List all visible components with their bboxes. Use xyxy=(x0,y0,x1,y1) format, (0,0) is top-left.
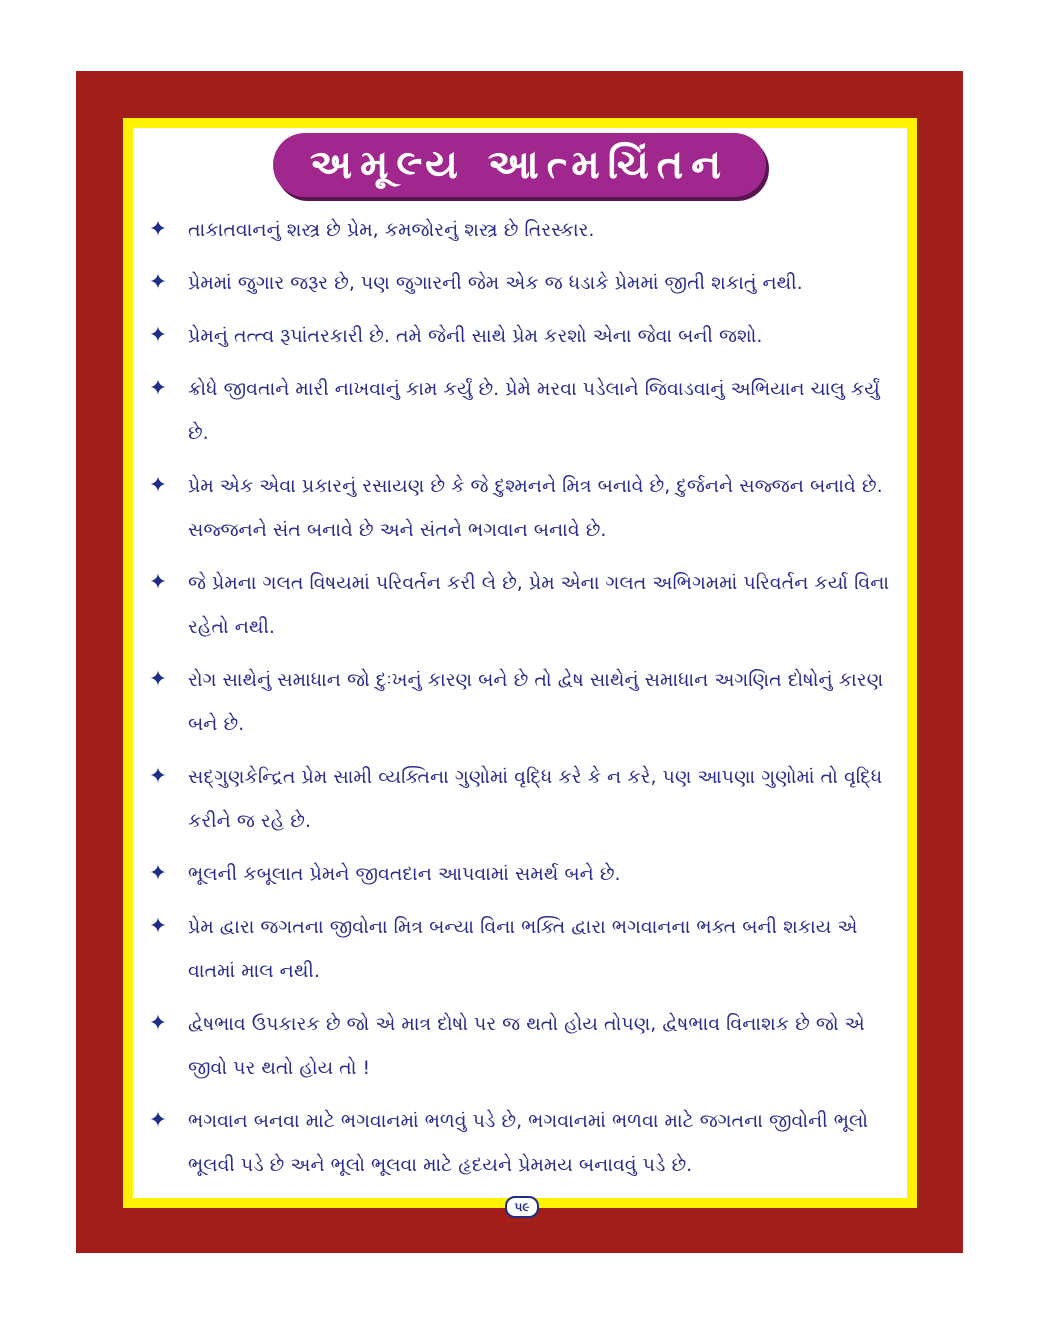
thought-text: જે પ્રેમના ગલત વિષયમાં પરિવર્તન કરી લે છે, પ્રેમ એના ગલત અભિગમમાં પરિવર્તન કર્યા વિના રહેતો નથી. xyxy=(188,572,890,638)
thought-item xyxy=(145,852,897,896)
thought-item xyxy=(145,314,897,358)
thought-item xyxy=(145,905,897,993)
thought-text: પ્રેમનું તત્ત્વ રૂપાંતરકારી છે. તમે જેની સાથે પ્રેમ કરશો એના જેવા બની જશો. xyxy=(188,325,763,347)
thought-text: તાકાતવાનનું શસ્ત્ર છે પ્રેમ, કમજોરનું શસ્ત્ર છે તિરસ્કાર. xyxy=(188,219,595,241)
thought-item xyxy=(145,1002,897,1090)
star-bullet-icon: ✦ xyxy=(148,667,168,692)
star-bullet-icon: ✦ xyxy=(148,217,168,242)
thought-item xyxy=(145,1099,897,1187)
star-bullet-icon: ✦ xyxy=(148,1108,168,1133)
star-bullet-icon: ✦ xyxy=(148,570,168,595)
title-banner xyxy=(273,133,766,197)
star-bullet-icon: ✦ xyxy=(148,376,168,401)
thought-item xyxy=(145,261,897,305)
star-bullet-icon: ✦ xyxy=(148,914,168,939)
thought-text: ક્રોધે જીવતાને મારી નાખવાનું કામ કર્યું છે. પ્રેમે મરવા પડેલાને જિવાડવાનું અભિયાન ચાલુ કર્યું છે. xyxy=(188,378,880,444)
thought-text: ભગવાન બનવા માટે ભગવાનમાં ભળવું પડે છે, ભગવાનમાં ભળવા માટે જગતના જીવોની ભૂલો ભૂલવી પડે છે અને ભૂલો ભૂલવા માટે હૃદયને પ્રેમમય બનાવવું પડે છે. xyxy=(188,1110,869,1176)
thought-text: સદ્ગુણકેન્દ્રિત પ્રેમ સામી વ્યક્તિના ગુણોમાં વૃદ્ધિ કરે કે ન કરે, પણ આપણા ગુણોમાં તો વૃદ્ધિ કરીને જ રહે છે. xyxy=(188,766,883,832)
thought-text: રોગ સાથેનું સમાધાન જો દુઃખનું કારણ બને છે તો દ્વેષ સાથેનું સમાધાન અગણિત દોષોનું કારણ બને છે. xyxy=(188,669,884,735)
thought-item xyxy=(145,208,897,252)
thought-item xyxy=(145,755,897,843)
thought-text: દ્વેષભાવ ઉપકારક છે જો એ માત્ર દોષો પર જ થતો હોય તોપણ, દ્વેષભાવ વિનાશક છે જો એ જીવો પર થતો હોય તો ! xyxy=(188,1013,865,1079)
thought-item xyxy=(145,464,897,552)
star-bullet-icon: ✦ xyxy=(148,323,168,348)
thought-item xyxy=(145,367,897,455)
star-bullet-icon: ✦ xyxy=(148,270,168,295)
thought-text: ભૂલની કબૂલાત પ્રેમને જીવતદાન આપવામાં સમર્થ બને છે. xyxy=(188,863,621,885)
star-bullet-icon: ✦ xyxy=(148,861,168,886)
star-bullet-icon: ✦ xyxy=(148,1011,168,1036)
thought-text: પ્રેમ દ્વારા જગતના જીવોના મિત્ર બન્યા વિના ભક્તિ દ્વારા ભગવાનના ભક્ત બની શકાય એ વાતમાં માલ નથી. xyxy=(188,916,858,982)
thought-item xyxy=(145,658,897,746)
page-number: ૫૯ xyxy=(505,1196,539,1218)
thought-item xyxy=(145,561,897,649)
thought-list xyxy=(145,208,897,1196)
thought-text: પ્રેમ એક એવા પ્રકારનું રસાયણ છે કે જે દુશ્મનને મિત્ર બનાવે છે, દુર્જનને સજ્જન બનાવે છે. સજ્જનને સંત બનાવે છે અને સંતને ભગવાન બનાવે છે. xyxy=(188,475,883,541)
star-bullet-icon: ✦ xyxy=(148,764,168,789)
star-bullet-icon: ✦ xyxy=(148,473,168,498)
page-title: અમૂલ્ય આત્મચિંતન xyxy=(309,142,730,188)
thought-text: પ્રેમમાં જુગાર જરૂર છે, પણ જુગારની જેમ એક જ ધડાકે પ્રેમમાં જીતી શકાતું નથી. xyxy=(188,272,803,294)
